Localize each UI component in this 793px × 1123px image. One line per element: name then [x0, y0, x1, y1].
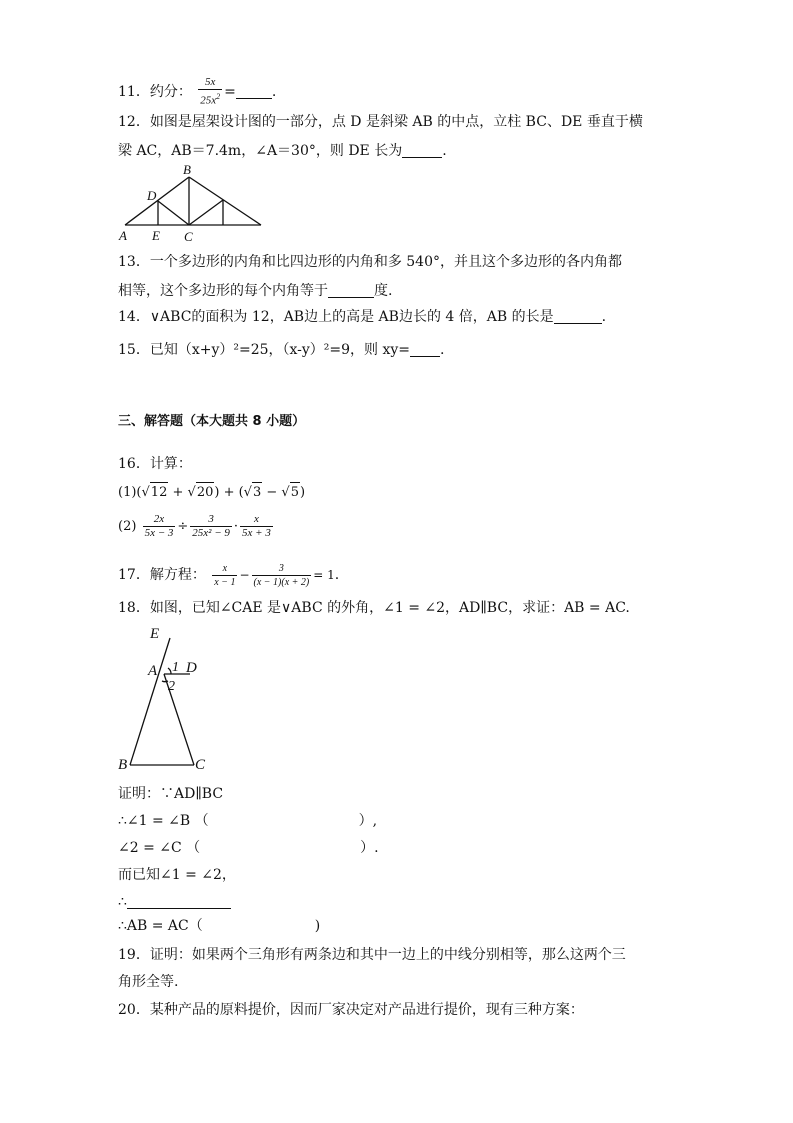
q12-label-a: A — [119, 228, 127, 243]
q16-p2-prefix: (2) — [118, 519, 137, 534]
q18-proof-line3: ∠2 = ∠C （ ）. — [118, 840, 379, 856]
q11-fraction — [198, 76, 222, 108]
q18-line-eb — [130, 638, 170, 765]
q15-line — [118, 340, 444, 360]
q20-text: 20．某种产品的原料提价，因而厂家决定对产品进行提价，现有三种方案： — [118, 1002, 584, 1018]
q11-equals: = — [224, 83, 236, 100]
q12-end: . — [442, 143, 447, 159]
q15-answer-blank[interactable] — [410, 342, 440, 357]
q11-end: . — [271, 83, 277, 100]
q18-proof-line5: ∴ — [118, 892, 231, 912]
q16-frac3: $\frac{x}{5x + 3}$ — [242, 513, 271, 539]
q18-angle1-arc — [168, 668, 171, 674]
q18-label-1: 1 — [172, 660, 179, 675]
q11-line — [118, 76, 276, 108]
q16-sqrt-20: 20 — [196, 482, 215, 503]
q13-answer-blank[interactable] — [328, 283, 374, 298]
q12-answer-blank[interactable] — [402, 143, 442, 158]
section3-title: 三、解答题（本大题共 8 小题） — [118, 414, 306, 429]
q14-text: 14．∨ABC的面积为 12，AB边上的高是 AB边长的 4 倍，AB 的长是 — [118, 309, 554, 325]
q18-proof-line1: 证明：∵AD∥BC — [118, 786, 224, 802]
q13-line2: 相等，这个多边形的每个内角等于 — [118, 283, 328, 299]
q16-frac2: $\frac{3}{\text{25x² − 9}}$ — [192, 513, 230, 539]
q16-sqrt-5: 5 — [290, 482, 300, 503]
q12-line2-wrap — [118, 141, 447, 161]
q12-line2: 梁 AC，AB＝7.4m，∠A＝30°，则 DE 长为 — [118, 143, 403, 159]
q12-truss-figure — [115, 162, 275, 244]
q11-prefix: 11．约分： — [118, 83, 192, 100]
q16-p1-prefix: (1) — [118, 485, 137, 500]
q14-end: . — [601, 309, 607, 325]
q18-label-2: 2 — [168, 679, 175, 694]
q16-title: 16．计算： — [118, 456, 192, 472]
q11-denominator: 25x — [200, 94, 217, 107]
q18-triangle-figure — [112, 622, 222, 774]
q12-label-b: B — [183, 162, 191, 177]
q17-prefix: 17．解方程： — [118, 567, 206, 583]
q18-conclusion-blank[interactable] — [127, 894, 231, 909]
q17-frac1: $\frac{x}{x - 1}$ — [214, 562, 236, 588]
q12-brace-right — [189, 200, 223, 225]
q13-line1: 13．一个多边形的内角和比四边形的内角和多 540°，并且这个多边形的各内角都 — [118, 254, 622, 270]
q18-text: 18．如图，已知∠CAE 是∨ABC 的外角，∠1 = ∠2，AD∥BC，求证：AB = AC. — [118, 600, 630, 616]
q11-answer-blank[interactable] — [236, 84, 272, 99]
q17-frac2: $\frac{3}{(x - 1)(x + 2)}$ — [253, 562, 310, 588]
q15-text: 15．已知（x+y）²=25，（x-y）²=9，则 xy= — [118, 342, 411, 358]
q13-end: 度. — [374, 283, 393, 299]
q18-proof-line4: 而已知∠1 = ∠2， — [118, 867, 236, 883]
q18-label-b: B — [118, 757, 128, 773]
q18-proof-line2: ∴∠1 = ∠B （ ）, — [118, 813, 378, 829]
q16-frac1: $\frac{2x}{5x - 3}$ — [144, 513, 174, 539]
q18-label-e: E — [150, 626, 160, 642]
q15-end: . — [440, 342, 445, 358]
q12-brace-left — [158, 201, 189, 225]
q16-sqrt-12: 12 — [150, 482, 169, 503]
q13-line2-wrap — [118, 281, 392, 301]
q16-sqrt-3: 3 — [252, 482, 262, 503]
q19-line2: 角形全等. — [118, 974, 179, 990]
q12-label-d: D — [147, 188, 157, 203]
q19-line1: 19．证明：如果两个三角形有两条边和其中一边上的中线分别相等，那么这两个三 — [118, 947, 626, 963]
q12-label-c: C — [184, 229, 193, 244]
q18-label-d: D — [186, 660, 197, 676]
q12-line1: 12．如图是屋架设计图的一部分，点 D 是斜梁 AB 的中点，立柱 BC、DE 垂直于横 — [118, 114, 643, 130]
q17-rhs: = 1 — [313, 568, 335, 582]
q16-part1: (1)(√12 + √20) + (√3 − √5) — [118, 482, 305, 503]
q14-line — [118, 307, 606, 327]
q12-label-e: E — [152, 228, 160, 243]
q16-part2: (2) $\frac{2x}{5x - 3}$ ÷ $\frac{3}{\text{25x² − 9}}$ · $\frac{x}{5x + 3}$ — [118, 513, 271, 539]
q14-answer-blank[interactable] — [554, 309, 602, 324]
q18-proof-line6: ∴AB = AC（ ) — [118, 918, 321, 934]
q18-label-a: A — [148, 663, 158, 679]
q11-den-exponent: 2 — [216, 92, 221, 101]
q18-label-c: C — [195, 757, 206, 773]
q17-line: 17．解方程： $\frac{x}{x - 1}$ − $\frac{3}{(x - 1)(x + 2)}$ = 1. — [118, 562, 340, 588]
q11-numerator: 5x — [198, 76, 222, 90]
